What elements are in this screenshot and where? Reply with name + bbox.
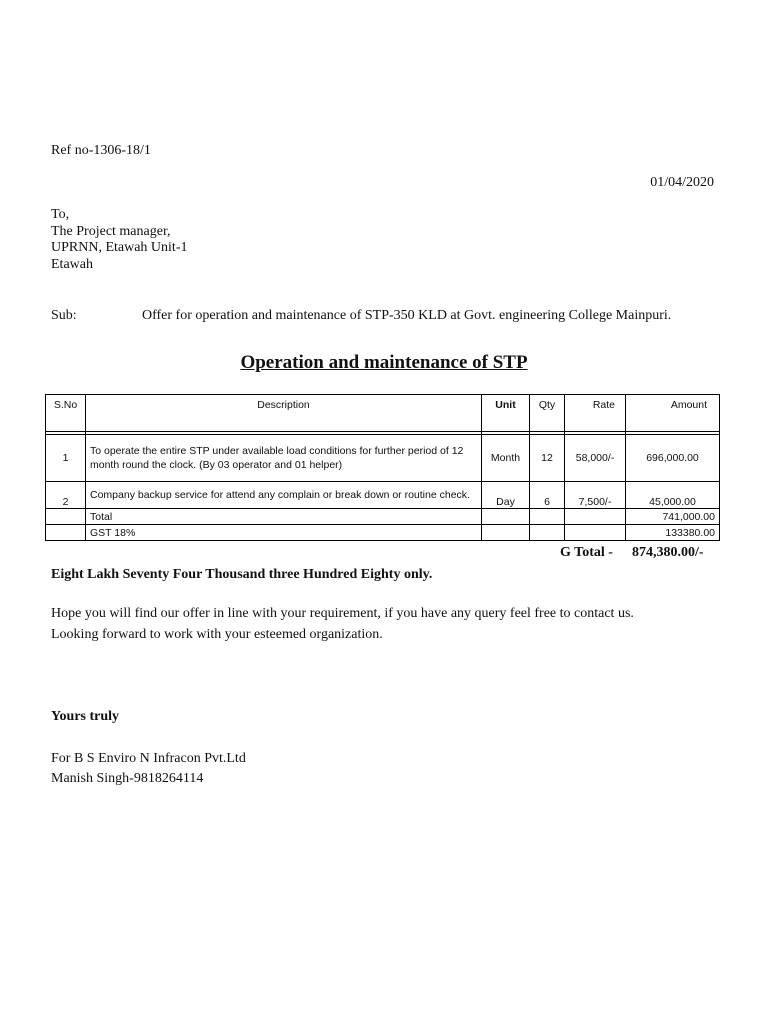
quotation-table (45, 394, 720, 541)
gst-label: GST 18% (86, 525, 482, 541)
total-label: Total (86, 509, 482, 525)
grand-total-value: 874,380.00/- (632, 545, 704, 560)
signature-company: For B S Enviro N Infracon Pvt.Ltd (51, 751, 246, 766)
letter-date: 01/04/2020 (650, 175, 714, 190)
cell-rate: 58,000/- (565, 435, 626, 482)
cell-rate: 7,500/- (565, 482, 626, 509)
table-row (46, 435, 720, 482)
reference-number: Ref no-1306-18/1 (51, 143, 151, 158)
header-sno: S.No (46, 395, 86, 432)
signature-person: Manish Singh-9818264114 (51, 771, 204, 786)
header-qty: Qty (530, 395, 565, 432)
cell-description: To operate the entire STP under available load conditions for further period of 12 month round the clock. (By 03 operator and 01 helper) (86, 435, 482, 482)
header-rate: Rate (565, 395, 626, 432)
cell-sno: 1 (46, 435, 86, 482)
cell-qty: 12 (530, 435, 565, 482)
address-salutation: To, (51, 207, 70, 222)
cell-sno: 2 (46, 482, 86, 509)
table-row (46, 482, 720, 509)
cell-unit: Month (482, 435, 530, 482)
subject-text: Offer for operation and maintenance of STP-350 KLD at Govt. engineering College Mainpuri. (142, 308, 672, 323)
table-header-row (46, 395, 720, 432)
header-unit: Unit (482, 395, 530, 432)
header-description: Description (86, 395, 482, 432)
cell-unit: Day (482, 482, 530, 509)
table-row-total (46, 509, 720, 525)
document-heading: Operation and maintenance of STP (240, 352, 528, 373)
total-value: 741,000.00 (626, 509, 720, 525)
grand-total-label: G Total - (560, 545, 613, 560)
address-line: Etawah (51, 257, 93, 272)
address-line: UPRNN, Etawah Unit-1 (51, 240, 188, 255)
cell-qty: 6 (530, 482, 565, 509)
cell-amount: 45,000.00 (626, 482, 720, 509)
subject-label: Sub: (51, 308, 77, 323)
body-paragraph: Hope you will find our offer in line with your requirement, if you have any query feel free to contact us. (51, 606, 634, 621)
header-amount: Amount (626, 395, 720, 432)
closing: Yours truly (51, 709, 120, 724)
cell-description: Company backup service for attend any complain or break down or routine check. (86, 482, 482, 509)
body-paragraph: Looking forward to work with your esteemed organization. (51, 627, 383, 642)
address-line: The Project manager, (51, 224, 171, 239)
gst-value: 133380.00 (626, 525, 720, 541)
table-row-gst (46, 525, 720, 541)
amount-in-words: Eight Lakh Seventy Four Thousand three Hundred Eighty only. (51, 567, 433, 582)
cell-amount: 696,000.00 (626, 435, 720, 482)
